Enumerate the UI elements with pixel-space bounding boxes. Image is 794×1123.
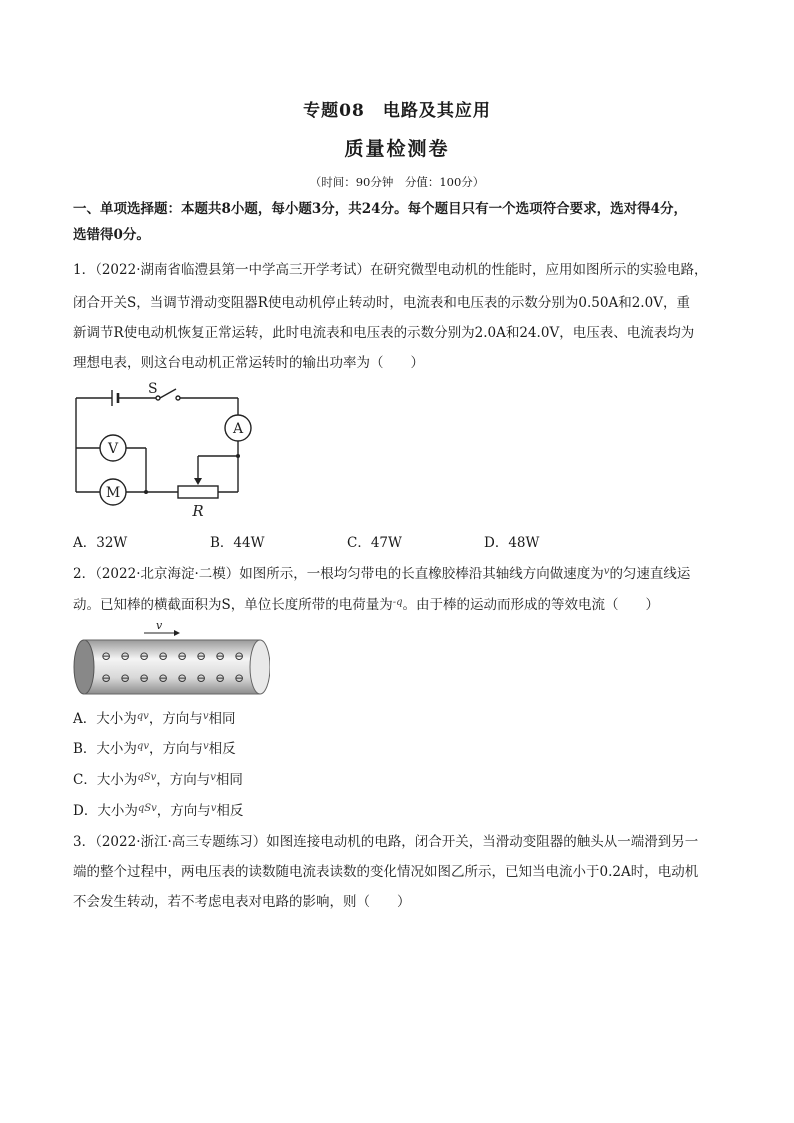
rheostat-label: R bbox=[192, 502, 204, 520]
q1-line3: 新调节R使电动机恢复正常运转，此时电流表和电压表的示数分别为2.0A和24.0V，电压表、电流表均为 bbox=[73, 325, 695, 341]
q2-option-a[interactable]: A．大小为$^{qv}$，方向与$^v$相同 bbox=[73, 711, 236, 727]
circuit-switch-label: S bbox=[148, 381, 158, 397]
exam-meta: （时间：90分钟 分值：100分） bbox=[309, 175, 485, 189]
negative-charge-icon: ⊖ bbox=[195, 649, 207, 663]
negative-charge-icon: ⊖ bbox=[176, 649, 188, 663]
voltmeter-label: V bbox=[107, 441, 119, 457]
q1-option-a[interactable]: A．32W bbox=[73, 535, 128, 551]
q1-option-d[interactable]: D．48W bbox=[484, 535, 540, 551]
negative-charge-icon: ⊖ bbox=[157, 671, 169, 685]
q1-option-b[interactable]: B．44W bbox=[210, 535, 265, 551]
q1-line4: 理想电表，则这台电动机正常运转时的输出功率为（ ） bbox=[73, 355, 424, 371]
section-heading-line2: 选错得0分。 bbox=[73, 227, 150, 243]
q3-line2: 端的整个过程中，两电压表的读数随电流表读数的变化情况如图乙所示，已知当电流小于0.2A时，电动机 bbox=[73, 864, 699, 880]
negative-charge-icon: ⊖ bbox=[157, 649, 169, 663]
q2-line1: 2．（2022·北京海淀·二模）如图所示，一根均匀带电的长直橡胶棒沿其轴线方向做速度为$^v$的匀速直线运 bbox=[73, 566, 691, 582]
negative-charge-icon: ⊖ bbox=[176, 671, 188, 685]
q2-option-c[interactable]: C．大小为$^{qSv}$，方向与$^v$相同 bbox=[73, 772, 243, 788]
q3-line1: 3．（2022·浙江·高三专题练习）如图连接电动机的电路，闭合开关，当滑动变阻器的触头从一端滑到另一 bbox=[73, 834, 699, 850]
negative-charge-icon: ⊖ bbox=[214, 649, 226, 663]
exam-title: 质量检测卷 bbox=[344, 138, 450, 160]
q1-option-c[interactable]: C．47W bbox=[347, 535, 402, 551]
section-heading-line1: 一、单项选择题：本题共8小题，每小题3分，共24分。每个题目只有一个选项符合要求，选对得4分， bbox=[73, 201, 687, 217]
rod-velocity-label: v bbox=[156, 619, 163, 632]
var-v: v bbox=[603, 566, 610, 577]
negative-charge-icon: ⊖ bbox=[233, 649, 245, 663]
q1-circuit-diagram bbox=[68, 380, 258, 520]
negative-charge-icon: ⊖ bbox=[138, 649, 150, 663]
negative-charge-icon: ⊖ bbox=[100, 649, 112, 663]
q2-line2: 动。已知棒的横截面积为S，单位长度所带的电荷量为$^{-q}$。由于棒的运动而形成的等效电流（ ） bbox=[73, 597, 660, 613]
q2-option-d[interactable]: D．大小为$^{qSv}$，方向与$^v$相反 bbox=[73, 803, 244, 819]
q2-option-b[interactable]: B．大小为$^{qv}$，方向与$^v$相反 bbox=[73, 741, 236, 757]
q2-rod-diagram bbox=[70, 618, 270, 700]
q1-line2: 闭合开关S，当调节滑动变阻器R使电动机停止转动时，电流表和电压表的示数分别为0.50A和2.0V，重 bbox=[73, 295, 690, 311]
negative-charge-icon: ⊖ bbox=[119, 671, 131, 685]
q3-line3: 不会发生转动，若不考虑电表对电路的影响，则（ ） bbox=[73, 894, 411, 910]
negative-charge-icon: ⊖ bbox=[195, 671, 207, 685]
negative-charge-icon: ⊖ bbox=[214, 671, 226, 685]
ammeter-label: A bbox=[232, 421, 244, 437]
negative-charge-icon: ⊖ bbox=[100, 671, 112, 685]
q1-line1: 1．（2022·湖南省临澧县第一中学高三开学考试）在研究微型电动机的性能时，应用如图所示的实验电路， bbox=[73, 262, 708, 278]
var-minus-q: -q bbox=[392, 597, 403, 608]
negative-charge-icon: ⊖ bbox=[119, 649, 131, 663]
topic-title: 专题08 电路及其应用 bbox=[303, 101, 491, 121]
negative-charge-icon: ⊖ bbox=[138, 671, 150, 685]
motor-label: M bbox=[105, 485, 121, 501]
negative-charge-icon: ⊖ bbox=[233, 671, 245, 685]
